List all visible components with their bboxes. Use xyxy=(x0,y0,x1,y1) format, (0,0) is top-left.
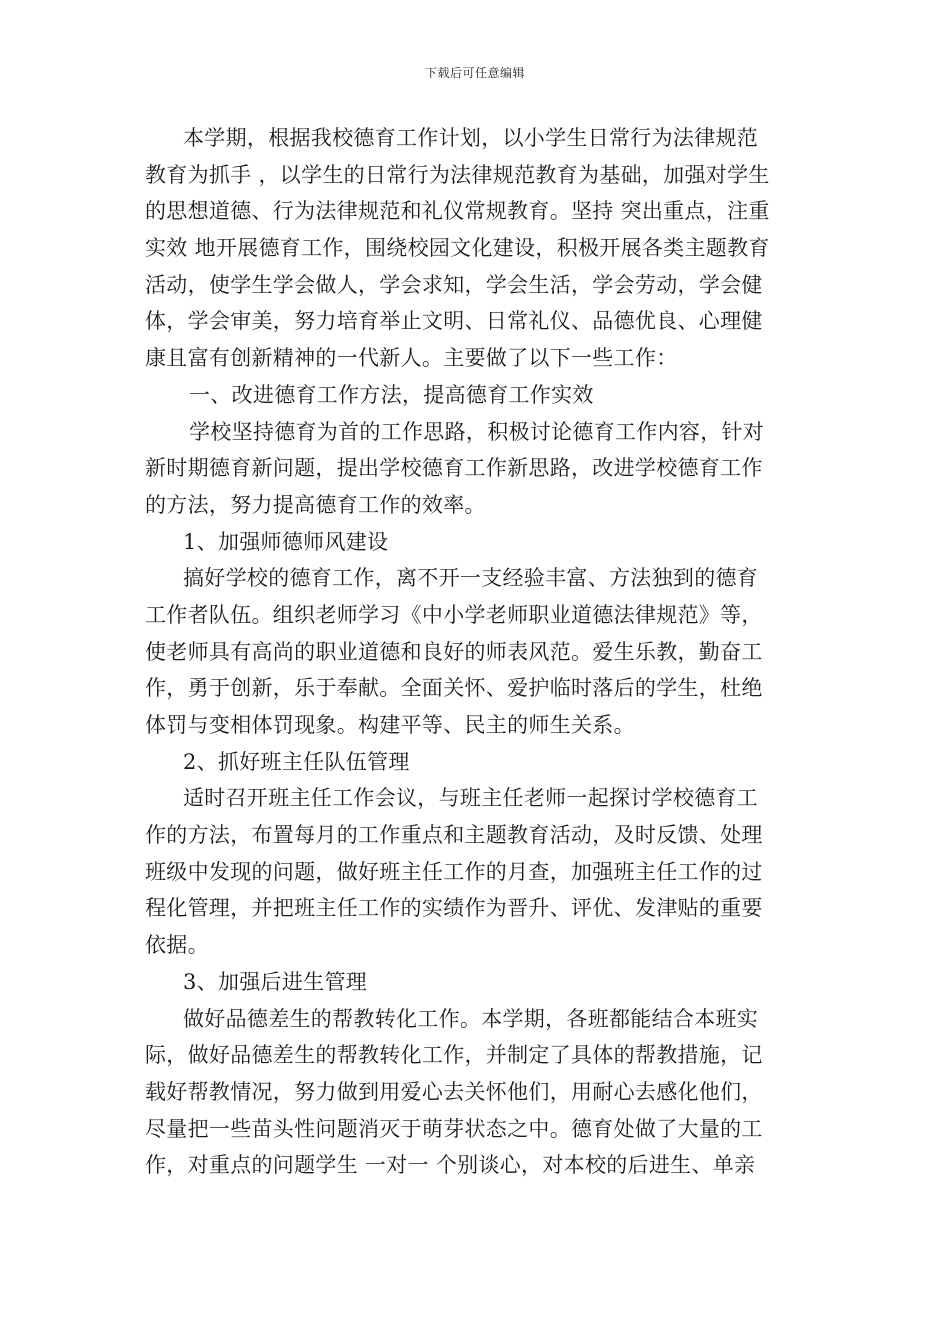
text-line: 教育为抓手 ，以学生的日常行为法律规范教育为基础，加强对学生 xyxy=(145,162,770,187)
text-line: 使老师具有高尚的职业道德和良好的师表风范。爱生乐教，勤奋工 xyxy=(145,639,763,664)
text-line: 做好品德差生的帮教转化工作。本学期，各班都能结合本班实 xyxy=(183,1006,759,1031)
text-line: 搞好学校的德育工作，离不开一支经验丰富、方法独到的德育 xyxy=(183,566,759,591)
text-line: 尽量把一些苗头性问题消灭于萌芽状态之中。德育处做了大量的工 xyxy=(145,1116,763,1141)
text-line: 体罚与变相体罚现象。构建平等、民主的师生关系。 xyxy=(145,713,635,737)
text-line: 适时召开班主任工作会议，与班主任老师一起探讨学校德育工 xyxy=(183,786,759,811)
text-line: 活动，使学生学会做人，学会求知，学会生活，学会劳动，学会健 xyxy=(145,272,763,297)
text-line: 康且富有创新精神的一代新人。主要做了以下一些工作： xyxy=(145,346,678,371)
text-line: 实效 地开展德育工作，围绕校园文化建设，积极开展各类主题教育 xyxy=(145,236,770,261)
text-line: 作的方法，布置每月的工作重点和主题教育活动，及时反馈、处理 xyxy=(145,823,763,848)
text-line: 一、改进德育工作方法，提高德育工作实效 xyxy=(189,382,594,407)
text-line: 2、抓好班主任队伍管理 xyxy=(183,749,410,774)
text-line: 工作者队伍。组织老师学习《中小学老师职业道德法律规范》等， xyxy=(145,602,763,627)
text-line: 作，勇于创新，乐于奉献。全面关怀、爱护临时落后的学生，杜绝 xyxy=(145,676,763,701)
text-line: 作，对重点的问题学生 一对一 个别谈心，对本校的后进生、单亲 xyxy=(145,1153,756,1178)
text-line: 程化管理，并把班主任工作的实绩作为晋升、评优、发津贴的重要 xyxy=(145,896,763,921)
page-header: 下载后可任意编辑 xyxy=(424,66,525,80)
text-line: 体，学会审美，努力培育举止文明、日常礼仪、品德优良、心理健 xyxy=(145,309,763,334)
text-line: 班级中发现的问题，做好班主任工作的月查，加强班主任工作的过 xyxy=(145,859,763,884)
text-line: 3、加强后进生管理 xyxy=(183,969,368,994)
text-line: 的方法，努力提高德育工作的效率。 xyxy=(145,492,486,517)
text-line: 际，做好品德差生的帮教转化工作，并制定了具体的帮教措施，记 xyxy=(145,1043,763,1068)
text-line: 学校坚持德育为首的工作思路，积极讨论德育工作内容，针对 xyxy=(189,419,765,444)
text-line: 的思想道德、行为法律规范和礼仪常规教育。坚持 突出重点，注重 xyxy=(145,199,770,224)
text-line: 新时期德育新问题，提出学校德育工作新思路，改进学校德育工作 xyxy=(145,456,763,481)
text-line: 本学期，根据我校德育工作计划，以小学生日常行为法律规范 xyxy=(183,126,759,150)
document-body xyxy=(145,120,805,1184)
text-line: 依据。 xyxy=(145,933,209,958)
text-line: 载好帮教情况，努力做到用爱心去关怀他们，用耐心去感化他们， xyxy=(145,1079,763,1104)
text-line: 1、加强师德师风建设 xyxy=(183,529,389,554)
